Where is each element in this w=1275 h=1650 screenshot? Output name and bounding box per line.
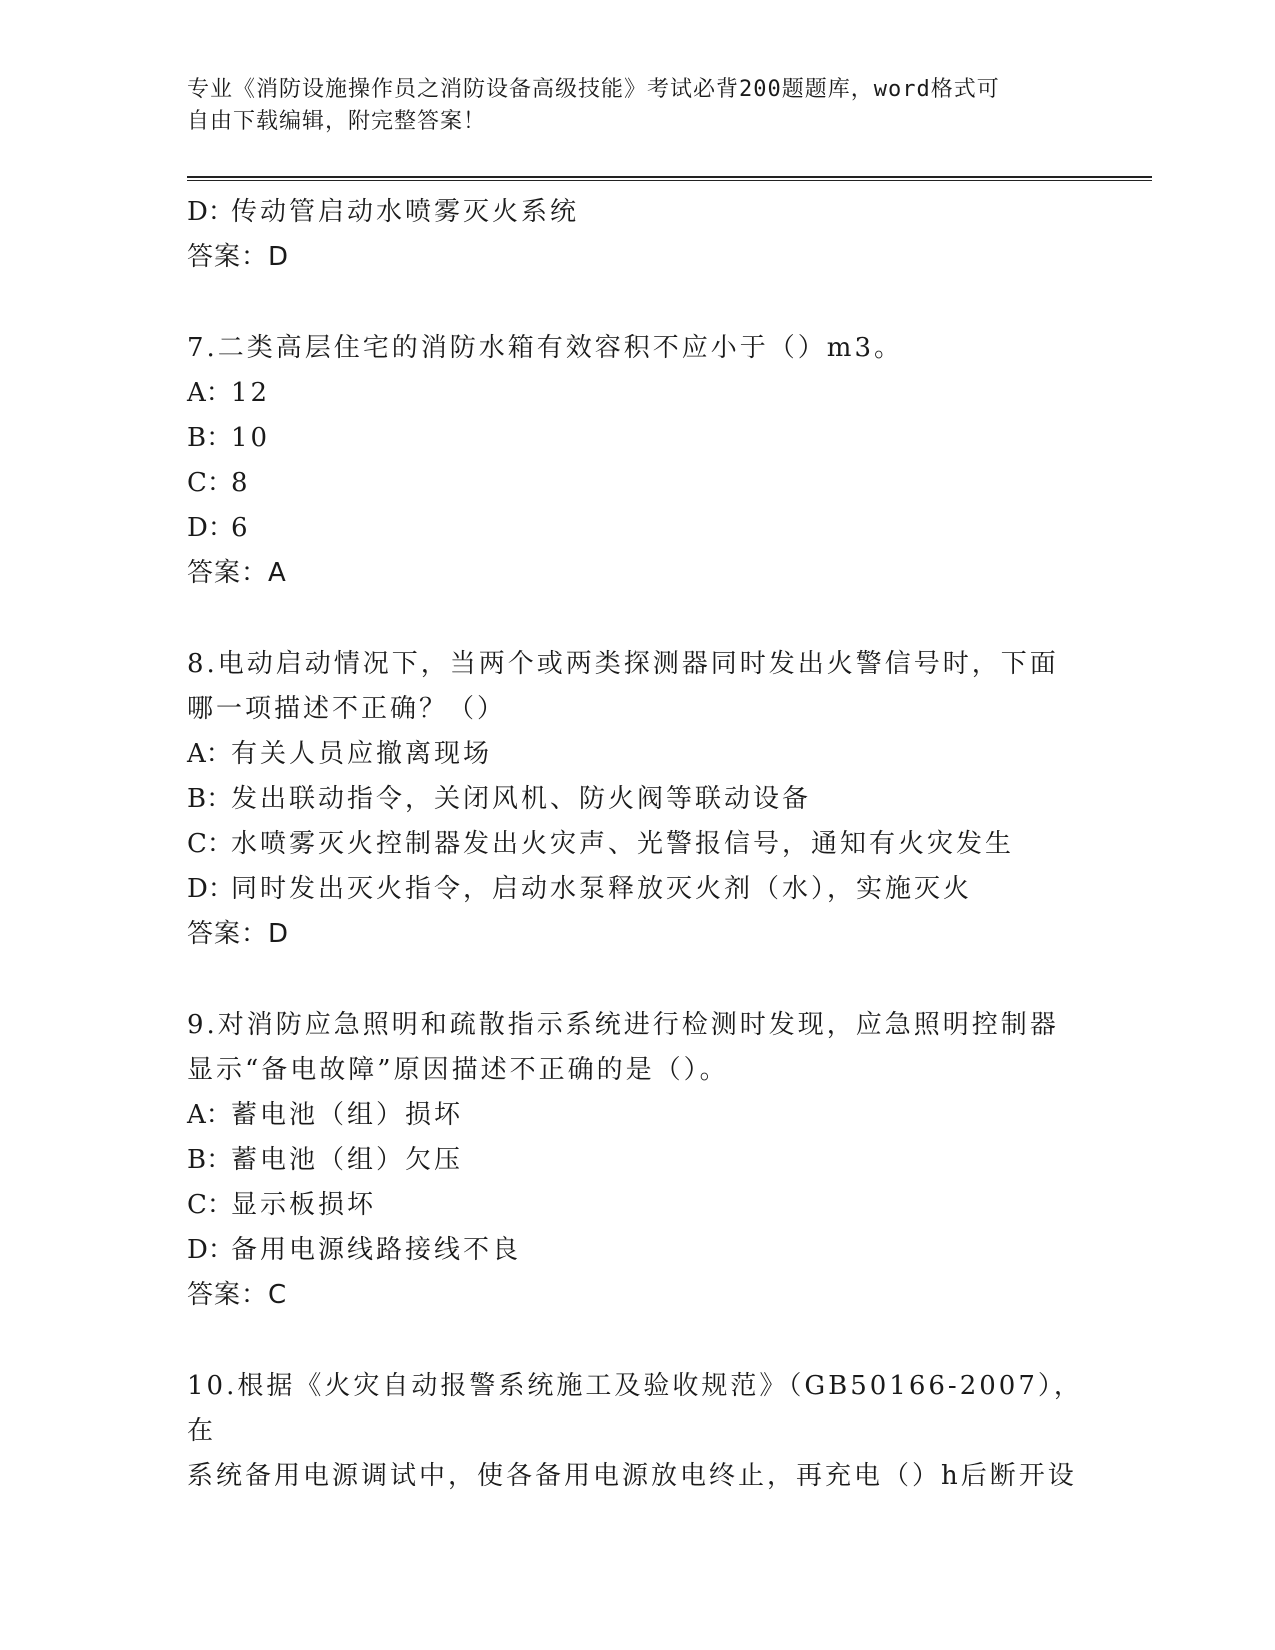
header-line-2: 自由下载编辑，附完整答案！ xyxy=(187,109,487,134)
option-label: B： xyxy=(187,423,233,453)
option-label: A： xyxy=(187,739,232,769)
option-text: 10 xyxy=(231,423,271,453)
option-d xyxy=(187,190,1107,235)
option-b xyxy=(187,1138,1107,1183)
question-text-line-1: 8.电动启动情况下，当两个或两类探测器同时发出火警信号时，下面 xyxy=(187,649,1059,679)
option-b xyxy=(187,416,1107,461)
option-label: C： xyxy=(187,829,233,859)
document-header xyxy=(187,74,1067,138)
question-list xyxy=(187,190,1107,1499)
option-label: B： xyxy=(187,1145,233,1175)
answer: 答案：C xyxy=(187,1280,288,1310)
option-a xyxy=(187,1093,1107,1138)
question-text-line-1: 9.对消防应急照明和疏散指示系统进行检测时发现，应急照明控制器 xyxy=(187,1010,1059,1040)
option-d xyxy=(187,506,1107,551)
option-c xyxy=(187,1183,1107,1228)
option-label: B： xyxy=(187,784,233,814)
option-b xyxy=(187,777,1107,822)
option-text: 8 xyxy=(231,468,251,498)
option-text: 传动管启动水喷雾灭火系统 xyxy=(231,197,580,227)
option-text: 水喷雾灭火控制器发出火灾声、光警报信号，通知有火灾发生 xyxy=(231,829,1015,859)
question-text-line-2: 显示“备电故障”原因描述不正确的是（）。 xyxy=(187,1055,729,1085)
question-text: 7.二类高层住宅的消防水箱有效容积不应小于（）m3。 xyxy=(187,333,904,363)
option-label: D： xyxy=(187,197,234,227)
option-text: 蓄电池（组）欠压 xyxy=(231,1145,464,1175)
answer: 答案：A xyxy=(187,558,287,588)
option-text: 12 xyxy=(231,378,271,408)
option-c xyxy=(187,461,1107,506)
option-d xyxy=(187,867,1107,912)
option-label: D： xyxy=(187,874,234,904)
header-divider xyxy=(187,176,1152,181)
question-text-line-1: 10.根据《火灾自动报警系统施工及验收规范》（GB50166-2007），在 xyxy=(187,1371,1083,1446)
question-10 xyxy=(187,1364,1107,1499)
question-text-line-2: 系统备用电源调试中，使各备用电源放电终止，再充电（）h后断开设 xyxy=(187,1461,1077,1491)
option-d xyxy=(187,1228,1107,1273)
question-9 xyxy=(187,1003,1107,1318)
option-label: A： xyxy=(187,378,232,408)
answer: 答案：D xyxy=(187,242,290,272)
question-8 xyxy=(187,642,1107,957)
option-a xyxy=(187,732,1107,777)
option-label: D： xyxy=(187,1235,234,1265)
answer: 答案：D xyxy=(187,919,290,949)
option-text: 蓄电池（组）损坏 xyxy=(231,1100,464,1130)
option-label: A： xyxy=(187,1100,232,1130)
header-line-1: 专业《消防设施操作员之消防设备高级技能》考试必背200题题库，word格式可 xyxy=(187,77,1000,102)
question-7 xyxy=(187,326,1107,596)
option-c xyxy=(187,822,1107,867)
option-text: 发出联动指令，关闭风机、防火阀等联动设备 xyxy=(231,784,812,814)
option-label: C： xyxy=(187,1190,233,1220)
option-text: 有关人员应撤离现场 xyxy=(231,739,493,769)
option-label: C： xyxy=(187,468,233,498)
option-text: 6 xyxy=(231,513,251,543)
option-text: 备用电源线路接线不良 xyxy=(231,1235,522,1265)
option-text: 显示板损坏 xyxy=(231,1190,377,1220)
option-a xyxy=(187,371,1107,416)
question-6-tail xyxy=(187,190,1107,280)
question-text-line-2: 哪一项描述不正确？（） xyxy=(187,694,507,724)
option-text: 同时发出灭火指令，启动水泵释放灭火剂（水），实施灭火 xyxy=(231,874,973,904)
option-label: D： xyxy=(187,513,234,543)
